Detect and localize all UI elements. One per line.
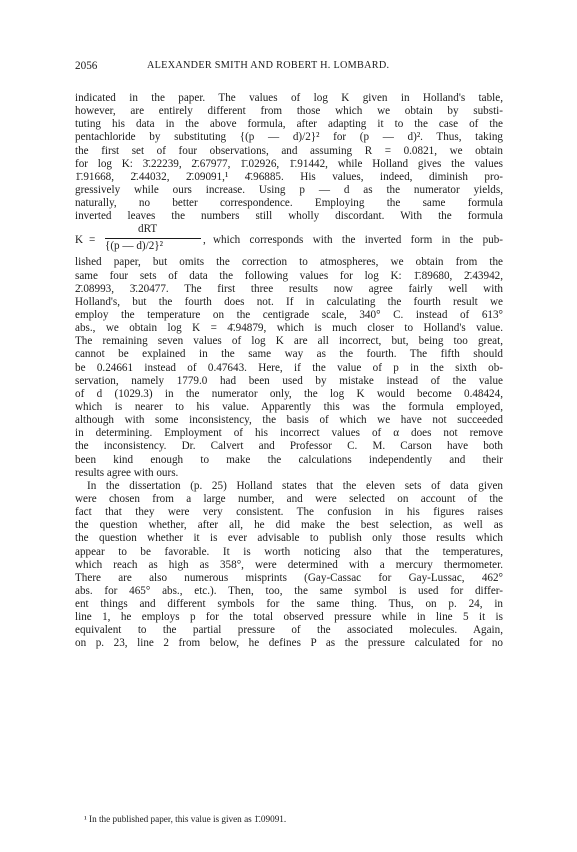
text-line: abs. for 465° abs., etc.). Then, too, the same symbol is used for differ-	[75, 584, 503, 597]
text-line: ent things and different symbols for the same thing. Thus, on p. 24, in	[75, 598, 503, 611]
text-line: servation, namely 1779.0 had been used by mistake instead of the value	[75, 374, 503, 387]
text-line: were chosen from a large number, and were selected on account of the	[75, 492, 503, 505]
text-line: There are also numerous misprints (Gay-Cassac for Gay-Lussac, 462°	[75, 571, 503, 584]
formula-denominator: {(p — d)/2}²	[105, 240, 163, 253]
text-line: however, are entirely different from those which we obtain by substi-	[75, 105, 503, 118]
text-line: on p. 23, line 2 from below, he defines P as the pressure calculated for no	[75, 637, 503, 650]
text-line: the question whether, after all, he did make the best selection, as well as	[75, 519, 503, 532]
text-line: which reach as high as 358°, were determined with a mercury thermometer.	[75, 558, 503, 571]
text-line: lished paper, but omits the correction to atmospheres, we obtain from the	[75, 256, 503, 269]
text-line: of d (1029.3) in the numerator only, the log K would become 0.48424,	[75, 387, 503, 400]
formula	[75, 223, 503, 256]
text-line: inverted leaves the numbers still wholly discordant. With the formula	[75, 210, 503, 223]
text-line: the first set of four observations, and assuming R = 0.0821, we obtain	[75, 144, 503, 157]
text-line: The remaining seven values of log K are all incorrect, but, being too great,	[75, 335, 503, 348]
text-line: cannot be explained in the same way as the fourth. The fifth should	[75, 348, 503, 361]
text-line: 1̄.91668, 2̄.44032, 2̄.09091,¹ 4̄.96885. His values, indeed, diminish pro-	[75, 170, 503, 183]
text-line: abs., we obtain log K = 4̄.94879, which is much closer to Holland's value.	[75, 322, 503, 335]
text-line: although with some inconsistency, the basis of which we have not succeeded	[75, 414, 503, 427]
text-line: tuting his data in the above formula, after adapting it to the case of the	[75, 118, 503, 131]
page-header	[75, 60, 503, 76]
text-line: gressively while ours increase. Using p — d as the numerator yields,	[75, 183, 503, 196]
formula-equals: =	[89, 234, 96, 247]
text-line: in determining. Employment of his incorrect values of α does not remove	[75, 427, 503, 440]
text-line: equivalent to the partial pressure of the associated molecules. Again,	[75, 624, 503, 637]
text-line: which is nearer to his value. Apparently this was the formula employed,	[75, 400, 503, 413]
text-line: fact that they were very consistent. The confusion in his figures raises	[75, 506, 503, 519]
paragraph-start-line: In the dissertation (p. 25) Holland states that the eleven sets of data given	[87, 479, 503, 492]
text-line: naturally, no better correspondence. Employing the same formula	[75, 197, 503, 210]
text-line: Holland's, but the fourth does not. If in calculating the fourth result we	[75, 295, 503, 308]
footnote: ¹ In the published paper, this value is given as 1̄.09091.	[84, 814, 287, 824]
text-line: employ the temperature on the centigrade scale, 340° C. instead of 613°	[75, 308, 503, 321]
text-line: the inconsistency. Dr. Calvert and Professor C. M. Carson have both	[75, 440, 503, 453]
text-line: been kind enough to make the calculations independently and their	[75, 453, 503, 466]
formula-trailing-text: which corresponds with the inverted form in the pub-	[213, 234, 503, 247]
page-number: 2056	[75, 60, 98, 72]
text-line: appear to be favorable. It is worth noticing also that the temperatures,	[75, 545, 503, 558]
text-line: results agree with ours.	[75, 466, 179, 479]
running-head: ALEXANDER SMITH AND ROBERT H. LOMBARD.	[147, 60, 390, 71]
text-line: the question whether it is ever advisable to publish only those results which	[75, 532, 503, 545]
text-line: 2̄.08993, 3̄.20477. The first three results now agree fairly well with	[75, 282, 503, 295]
text-line: line 1, he employs p for the total observed pressure while in line 5 it is	[75, 611, 503, 624]
text-line: for log K: 3̄.22239, 2̄.67977, 1̄.02926, 1̄.91442, while Holland gives the values	[75, 157, 503, 170]
text-line: indicated in the paper. The values of log K given in Holland's table,	[75, 92, 503, 104]
formula-lhs: K	[75, 234, 84, 247]
text-line: same four sets of data the following values for log K: 1̄.89680, 2̄.43942,	[75, 269, 503, 282]
fraction-bar	[105, 238, 201, 239]
body-text	[75, 92, 503, 651]
text-line: be 0.24661 instead of 0.47643. Here, if the value of p in the sixth ob-	[75, 361, 503, 374]
text-line: pentachloride by substituting {(p — d)/2}² for (p — d)². Thus, taking	[75, 131, 503, 144]
formula-numerator: dRT	[138, 223, 158, 236]
formula-comma: ,	[203, 234, 206, 247]
